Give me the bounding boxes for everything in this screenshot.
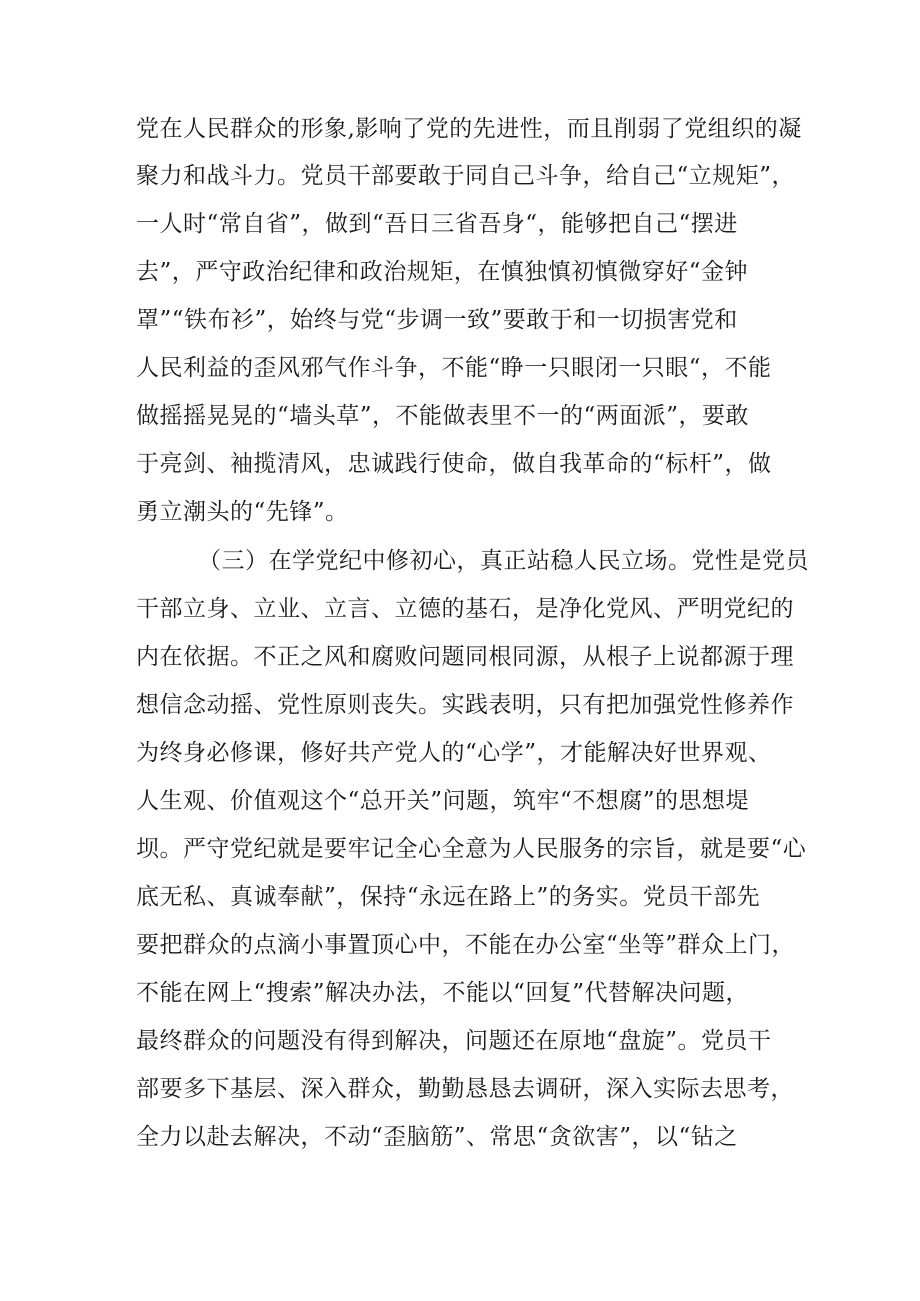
paragraph-2-line-3: 内在依据。不正之风和腐败问题同根同源，从根子上说都源于理 [136, 644, 794, 670]
paragraph-1-line-7: 做摇摇晃晃的“墙头草”，不能做表里不一的“两面派”，要敢 [136, 403, 750, 429]
paragraph-1-line-1: 党在人民群众的形象,影响了党的先进性，而且削弱了党组织的凝 [136, 116, 802, 142]
paragraph-2-line-1: （三）在学党纪中修初心，真正站稳人民立场。党性是党员 [198, 548, 809, 574]
paragraph-2-line-8: 底无私、真诚奉献”，保持“永远在路上”的务实。党员干部先 [136, 884, 761, 910]
paragraph-2-line-4: 想信念动摇、党性原则丧失。实践表明，只有把加强党性修养作 [136, 692, 794, 718]
paragraph-2-line-12: 部要多下基层、深入群众，勤勤恳恳去调研，深入实际去思考， [136, 1076, 794, 1102]
paragraph-1-line-8: 于亮剑、袖揽清风，忠诚践行使命，做自我革命的“标杆”，做 [136, 451, 772, 477]
paragraph-1-line-5: 罩”“铁布衫”，始终与党“步调一致”要敢于和一切损害党和 [136, 307, 738, 333]
paragraph-2-line-2: 干部立身、立业、立言、立德的基石，是净化党风、严明党纪的 [136, 596, 794, 622]
paragraph-1-line-6: 人民利益的歪风邪气作斗争，不能“睁一只眼闭一只眼“，不能 [136, 355, 772, 381]
paragraph-2-line-9: 要把群众的点滴小事置顶心中，不能在办公室“坐等”群众上门， [136, 932, 796, 958]
paragraph-2-line-10: 不能在网上“搜索”解决办法，不能以“回复”代替解决问题， [136, 980, 750, 1006]
paragraph-1-line-9: 勇立潮头的“先锋”。 [136, 499, 349, 525]
paragraph-2-line-5: 为终身必修课，修好共产党人的“心学”，才能解决好世界观、 [136, 740, 772, 766]
paragraph-1-line-2: 聚力和战斗力。党员干部要敢于同自己斗争，给自己“立规矩”， [136, 163, 796, 189]
paragraph-1-line-3: 一人时“常自省”，做到“吾日三省吾身“，能够把自己“摆进 [136, 211, 738, 237]
paragraph-2-line-7: 坝。严守党纪就是要牢记全心全意为人民服务的宗旨，就是要“心 [136, 836, 807, 862]
paragraph-2-line-11: 最终群众的问题没有得到解决，问题还在原地“盘旋”。党员干 [136, 1028, 772, 1054]
paragraph-2-line-6: 人生观、价值观这个“总开关”问题，筑牢“不想腐”的思想堤 [136, 788, 750, 814]
paragraph-1-line-4: 去”，严守政治纪律和政治规矩，在慎独慎初慎微穿好“金钟 [136, 259, 749, 285]
paragraph-2-line-13: 全力以赴去解决，不动“歪脑筋”、常思“贪欲害”，以“钻之 [136, 1124, 738, 1150]
